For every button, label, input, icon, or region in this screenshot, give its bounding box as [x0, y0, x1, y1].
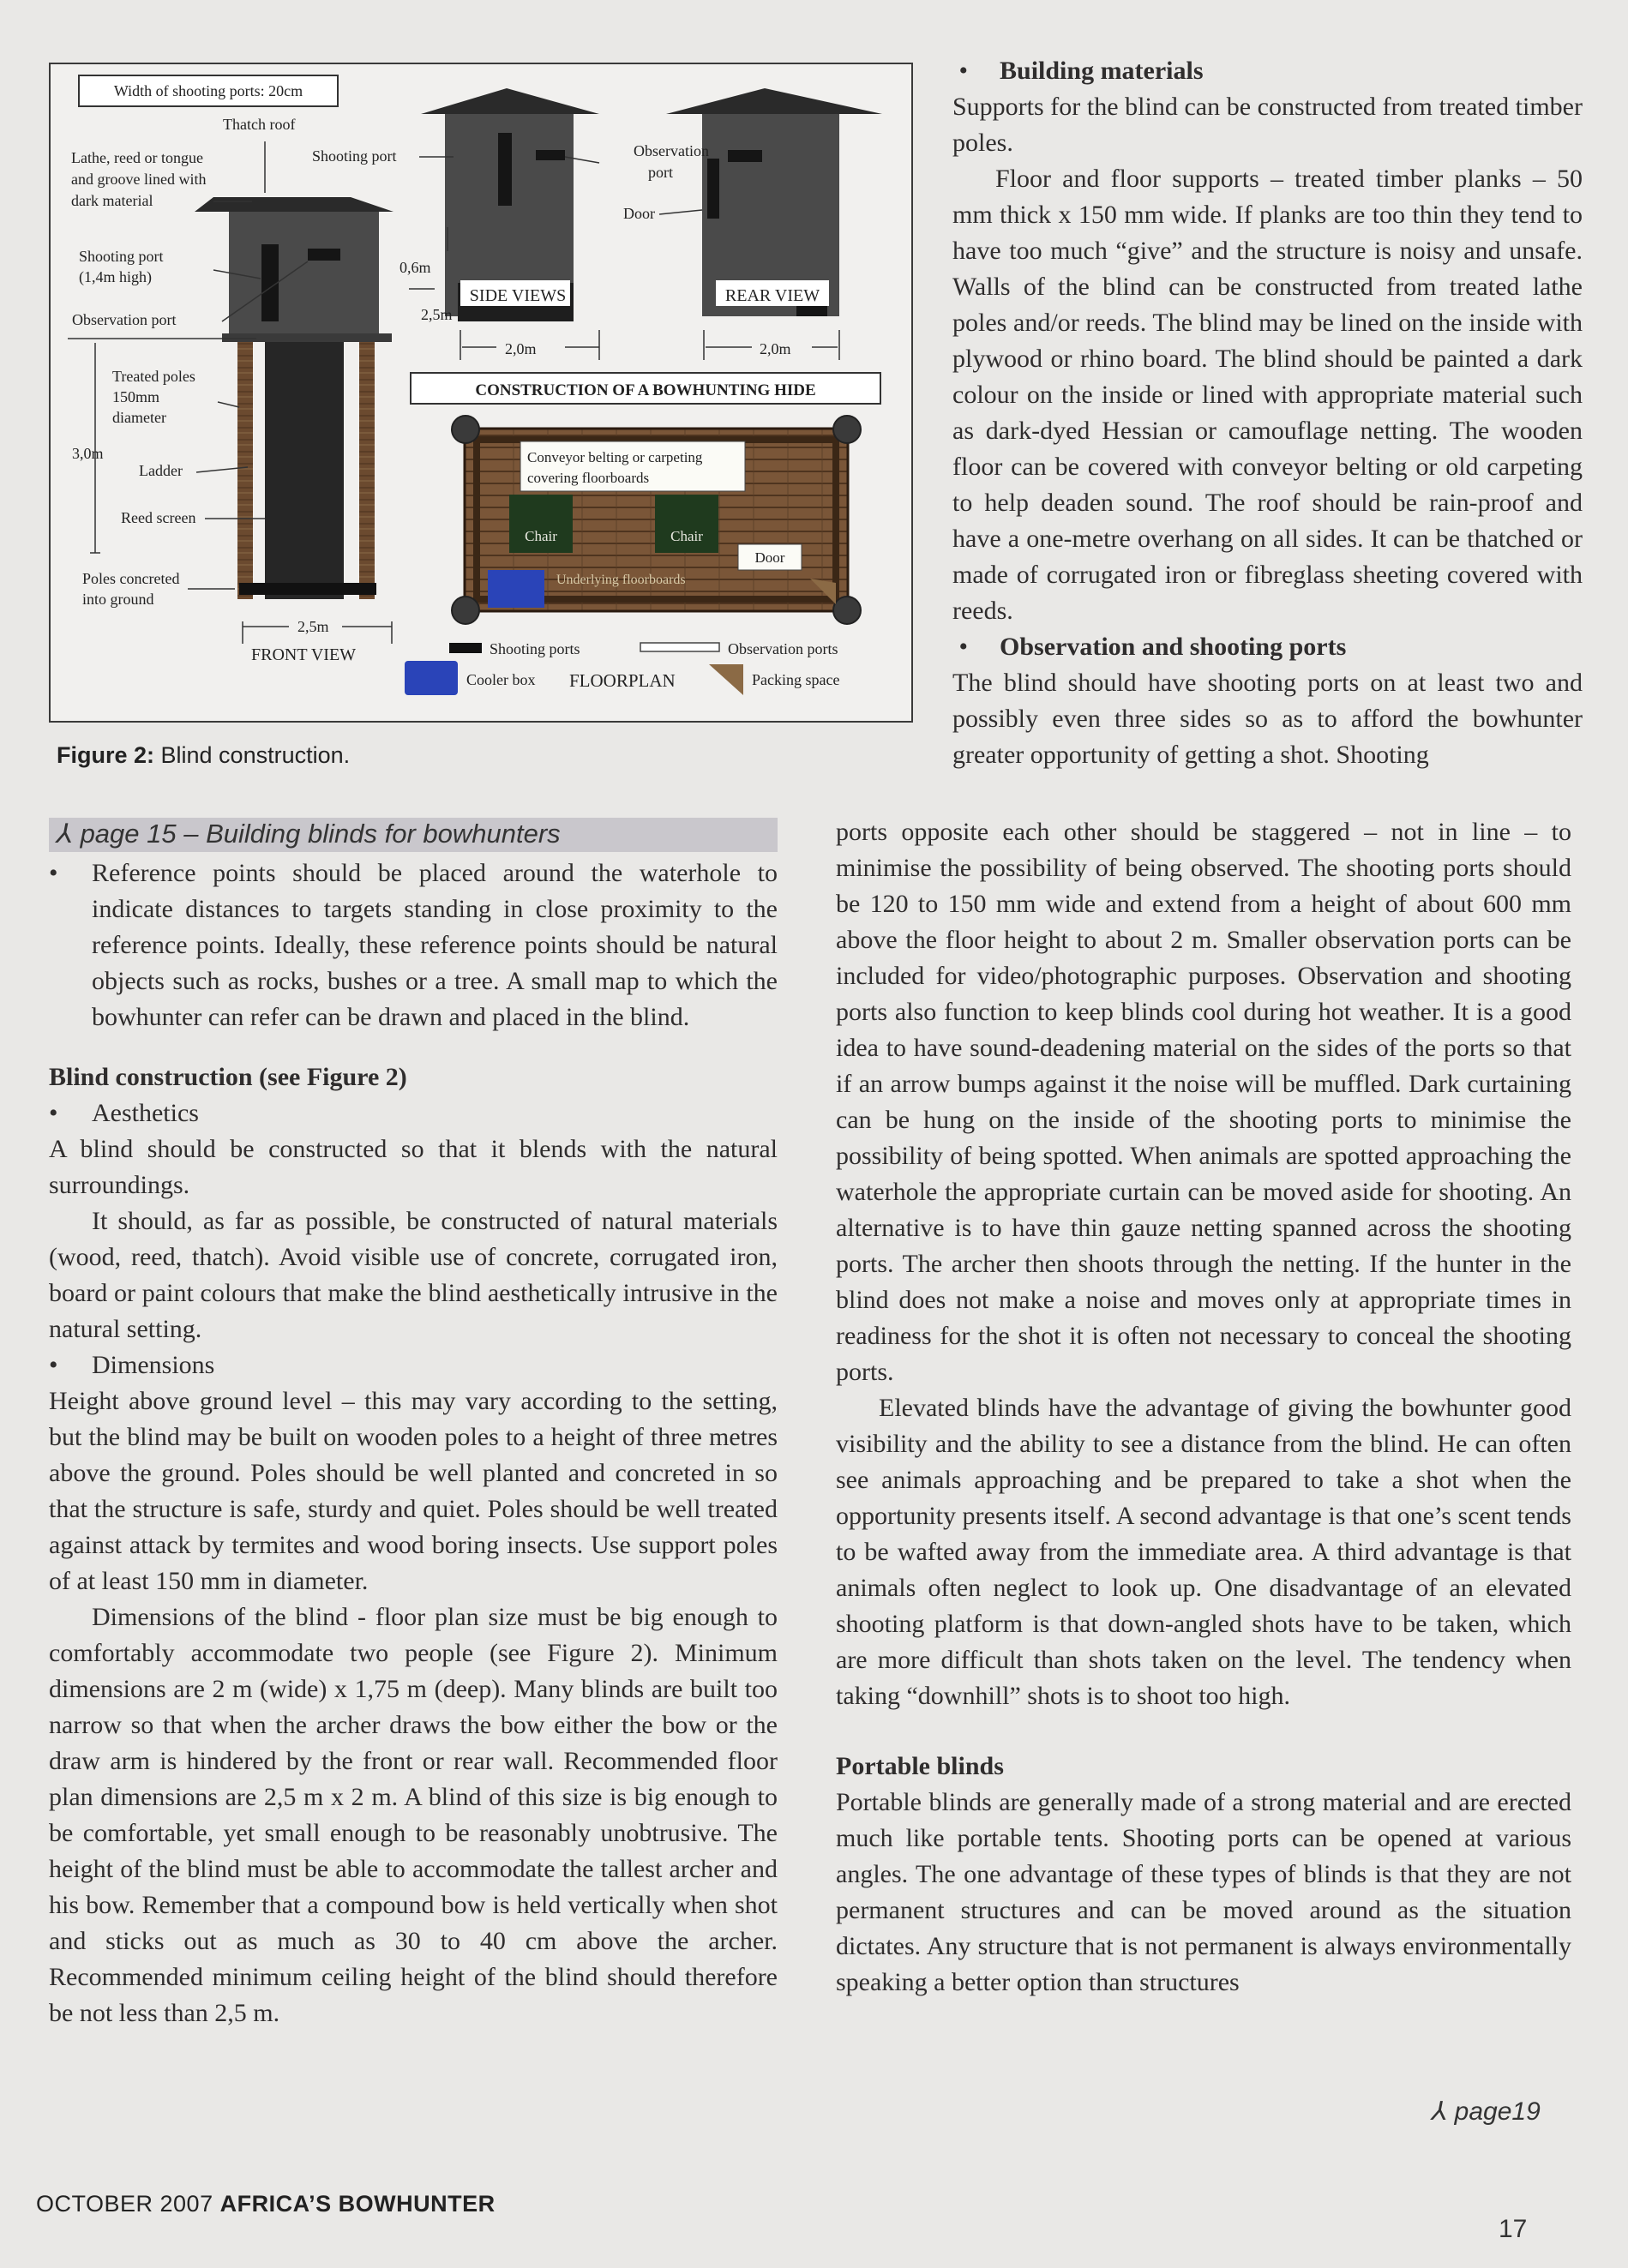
paragraph-height: Height above ground level – this may vary according to the setting, but the blind may be built on wooden poles to a height of three metres above the ground. Poles should be well planted and concreted in so that the structure is safe, sturdy and quiet. Poles should be well treated against attack by termites and wood boring insects. Use support poles of at least 150 mm in diameter.: [49, 1387, 778, 1595]
label-conveyor-2: covering floorboards: [527, 470, 650, 486]
cooler-box: [488, 570, 544, 608]
label-shooting-port-top: Shooting port: [312, 147, 397, 165]
label-width-ports: Width of shooting ports: 20cm: [113, 82, 303, 99]
label-poles-concreted-1: Poles concreted: [82, 570, 180, 587]
legend-shooting-ports: Shooting ports: [490, 640, 580, 657]
label-dim-20-rear: 2,0m: [760, 340, 791, 357]
right-column-top: [952, 53, 1583, 773]
label-lathe-3: dark material: [71, 192, 153, 209]
legend-floorplan: FLOORPLAN: [569, 670, 676, 691]
front-view-hide: [195, 197, 393, 599]
paragraph-aesthetics-1: A blind should be constructed so that it blends with the natural surroundings.: [49, 1135, 778, 1199]
label-front-view: FRONT VIEW: [251, 645, 357, 664]
floorplan: [452, 416, 861, 624]
paragraph-portable: Portable blinds are generally made of a strong material and are erected much like portable tents. Shooting ports can be opened at various angles. The one advantage of these types of blinds is that they are not permanent structures and can be moved around as the situation dictates. Any structure that is not permanent is always environmentally speaking a better option than structures: [836, 1788, 1571, 1996]
label-chair-left: Chair: [525, 528, 557, 544]
label-ladder: Ladder: [139, 462, 183, 479]
right-column-lower: [836, 814, 1571, 2001]
label-reed-screen: Reed screen: [121, 509, 196, 526]
legend-observation-ports: Observation ports: [728, 640, 838, 657]
paragraph-supports: Supports for the blind can be constructed from treated timber poles.: [952, 93, 1583, 157]
label-door-plan: Door: [754, 549, 785, 566]
label-height-3m: 3,0m: [72, 445, 104, 462]
label-underlying: Underlying floorboards: [556, 573, 686, 587]
diagram-title: CONSTRUCTION OF A BOWHUNTING HIDE: [475, 381, 816, 399]
label-lathe-1: Lathe, reed or tongue: [71, 149, 203, 166]
paragraph-ports-start: The blind should have shooting ports on at least two and possibly even three sides so as to afford the bowhunter greater opportunity of getting a shot. Shooting: [952, 669, 1583, 769]
bullet-dot: •: [49, 859, 58, 887]
legend-cooler-box: Cooler box: [466, 671, 536, 688]
bullet-dot: •: [952, 633, 969, 661]
front-observation-port: [308, 249, 340, 261]
label-observation-port-1: Observation: [634, 142, 709, 159]
figure-blind-construction: [49, 63, 913, 723]
bullet-reference-text: Reference points should be placed around the waterhole to indicate distances to targets standing in close proximity to the reference points. Ideally, these reference points should be natural objects such as rocks, bushes or a tree. A small map to which the bowhunter can refer can be drawn and placed in the blind.: [92, 859, 778, 1031]
bullet-observation-shooting-ports: [952, 629, 1583, 665]
side-view-hide: [421, 88, 599, 321]
label-treated-poles-1: Treated poles: [112, 368, 195, 385]
label-treated-poles-3: diameter: [112, 409, 166, 426]
heading-blind-construction: Blind construction (see Figure 2): [49, 1063, 407, 1091]
footer-issue: [36, 2191, 496, 2217]
footer-magazine: AFRICA’S BOWHUNTER: [219, 2191, 496, 2217]
label-rear-view: REAR VIEW: [724, 286, 820, 305]
bowhunter-icon: ⅄: [57, 819, 81, 849]
heading-observation-shooting-ports: Observation and shooting ports: [1000, 633, 1347, 661]
label-door: Door: [623, 205, 655, 222]
bullet-dot: •: [49, 1099, 58, 1127]
paragraph-elevated: Elevated blinds have the advantage of giving the bowhunter good visibility and the ability to see a distance from the blind. He can often see animals approaching and be prepared to take a shot when the opportunity presents itself. A second advantage is that one’s scent tends to be wafted away from the immediate area. A third advantage is that animals often neglect to look up. One disadvantage of an elevated shooting platform is that down-angled shots have to be taken, which are more difficult than shots taken on the level. The tendency when taking “downhill” shots is to shoot too high.: [836, 1394, 1571, 1710]
paragraph-floor: Floor and floor supports – treated timber planks – 50 mm thick x 150 mm wide. If planks are too thin they tend to have too much “give” and the structure is noisy and unsafe. Walls of the blind can be constructed from treated lathe poles and/or reeds. The blind may be lined on the inside with plywood or rhino board. The blind should be painted a dark colour on the inside or lined with appropriate material such as dark-dyed Hessian or camouflage netting. The wooden floor can be covered with conveyor belting or old carpeting to help deaden sound. The roof should be rain-proof and have a one-metre overhang on all sides. It can be thatched or made of corrugated iron or fibreglass sheeting covered with reeds.: [952, 165, 1583, 625]
label-poles-concreted-2: into ground: [82, 591, 154, 608]
bowhunter-icon: ⅄: [1432, 2097, 1455, 2126]
bullet-dot: •: [952, 57, 969, 85]
legend-packing-space: Packing space: [752, 671, 840, 688]
reference-text: page 15 – Building blinds for bowhunters: [80, 819, 561, 849]
bullet-aesthetics: [49, 1095, 778, 1131]
blind-diagram: [51, 64, 911, 721]
label-dim-25-side: 2,5m: [421, 306, 453, 323]
figure-caption: [57, 742, 350, 769]
bullet-dot: •: [49, 1351, 58, 1379]
bullet-building-materials: [952, 53, 1583, 89]
figure-caption-label: Figure 2:: [57, 742, 155, 768]
label-shooting-port-1: Shooting port: [79, 248, 164, 265]
label-chair-right: Chair: [670, 528, 703, 544]
label-side-views: SIDE VIEWS: [469, 286, 567, 305]
figure-caption-text: Blind construction.: [154, 742, 351, 768]
front-reed-screen: [265, 342, 344, 599]
label-conveyor-1: Conveyor belting or carpeting: [527, 449, 703, 465]
bullet-reference-points: [49, 855, 778, 1035]
heading-building-materials: Building materials: [1000, 57, 1204, 85]
reference-heading: [57, 819, 561, 849]
label-thatch-roof: Thatch roof: [223, 116, 296, 133]
continued-on-text: page19: [1454, 2097, 1541, 2126]
footer-date: OCTOBER 2007: [36, 2191, 220, 2217]
page-number: 17: [1499, 2215, 1528, 2243]
rear-view-hide: [666, 88, 882, 316]
floorplan-legend: [405, 640, 839, 695]
paragraph-dimensions: Dimensions of the blind - floor plan size must be big enough to comfortably accommodate two people (see Figure 2). Minimum dimensions are 2 m (wide) x 1,75 m (deep). Many blinds are built too narrow so that when the archer draws the bow either the bow or the draw arm is hindered by the front or rear wall. Recommended floor plan dimensions are 2,5 m x 2 m. A blind of this size is big enough to be comfortable, yet small enough to be reasonably unobtrusive. The height of the blind must be able to accommodate the tallest archer and his bow. Remember that a compound bow is held vertically when shot and sticks out as much as 30 to 40 cm above the archer. Recommended minimum ceiling height of the blind should therefore be not less than 2,5 m.: [49, 1603, 778, 2027]
label-dim-20-side: 2,0m: [505, 340, 537, 357]
bullet-dimensions: [49, 1347, 778, 1383]
heading-portable-blinds: Portable blinds: [836, 1752, 1004, 1780]
label-observation-port-2: port: [648, 164, 673, 181]
continued-on-link[interactable]: [1432, 2097, 1541, 2127]
bullet-aesthetics-text: Aesthetics: [92, 1099, 199, 1127]
paragraph-aesthetics-2: It should, as far as possible, be constructed of natural materials (wood, reed, thatch). Avoid visible use of concrete, corrugated iron, board or paint colours that make the blind aesthetically intrusive in the natural setting.: [49, 1207, 778, 1343]
label-shooting-port-2: (1,4m high): [79, 268, 152, 285]
label-treated-poles-2: 150mm: [112, 388, 160, 405]
paragraph-ports-rest: ports opposite each other should be staggered – not in line – to minimise the possibility of being observed. The shooting ports should be 120 to 150 mm wide and extend from a height of about 600 mm above the floor height to about 2 m. Smaller observation ports can be included for video/photographic purposes. Observation and shooting ports also function to keep blinds cool during hot weather. It is a good idea to have sound-deadening material on the sides of the ports so that if an arrow bumps against it the noise will be muffled. Dark curtaining can be hung on the inside of the shooting ports to minimise the possibility of being spotted. When animals are spotted approaching the waterhole the appropriate curtain can be moved aside for shooting. An alternative is to have thin gauze netting spanned across the shooting ports. The archer then shoots through the netting. If the hunter in the blind does not make a noise and moves only at appropriate times in readiness for the shot it is often not necessary to conceal the shooting ports.: [836, 818, 1571, 1386]
left-column: [49, 855, 778, 2031]
label-dim-25-front: 2,5m: [297, 618, 329, 635]
label-dim-06: 0,6m: [399, 259, 431, 276]
label-observation-port-left: Observation port: [72, 311, 177, 328]
label-lathe-2: and groove lined with: [71, 171, 207, 188]
bullet-dimensions-text: Dimensions: [92, 1351, 215, 1379]
